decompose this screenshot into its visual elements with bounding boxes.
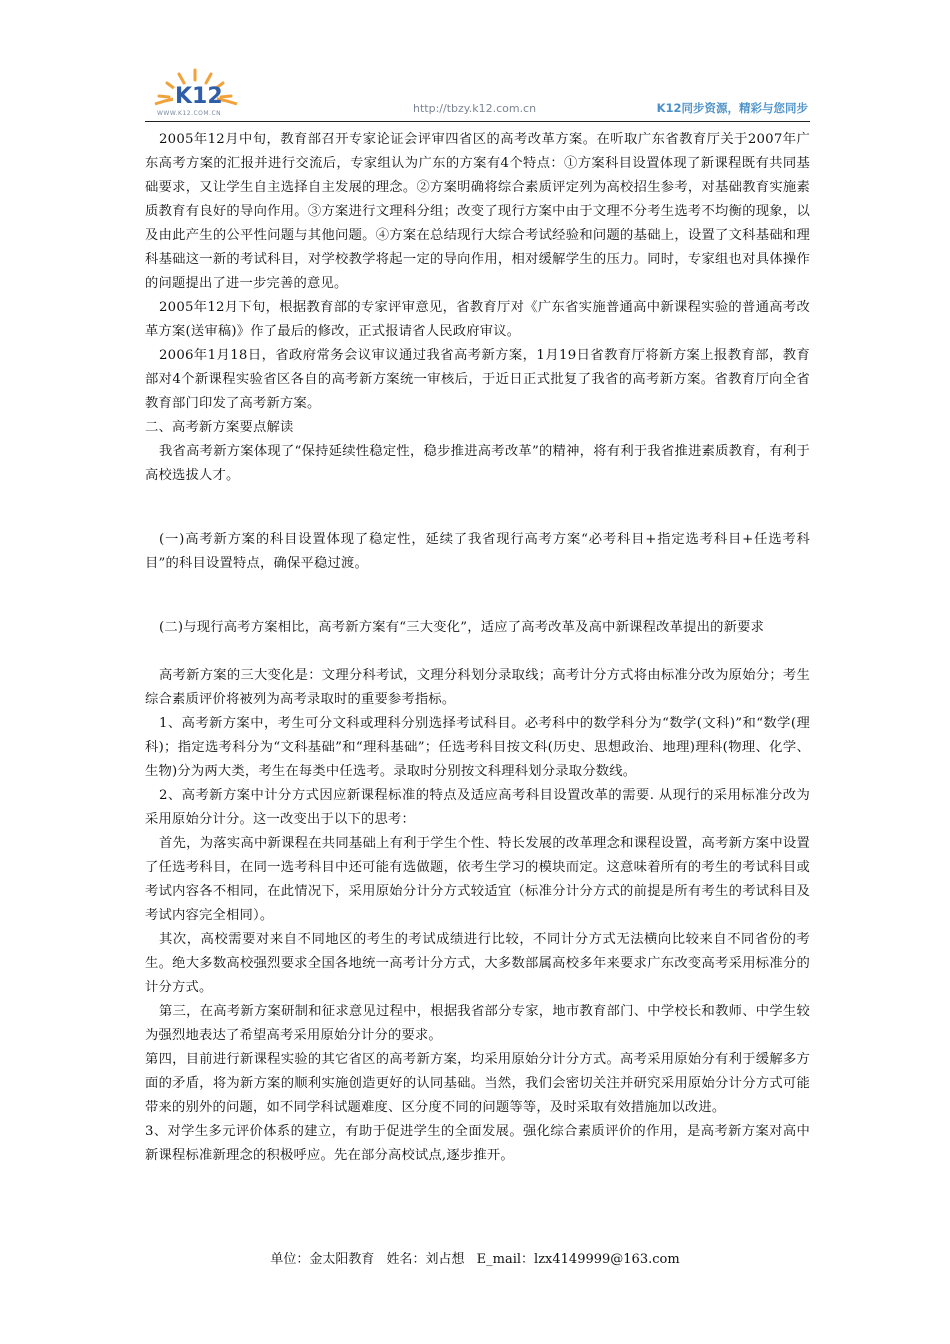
site-url[interactable]: http://tbzy.k12.com.cn: [413, 102, 537, 115]
paragraph: 第三，在高考新方案研制和征求意见过程中，根据我省部分专家，地市教育部门、中学校长和教师、中学生较为强烈地表达了希望高考采用原始分计分的要求。: [145, 1004, 810, 1043]
footer-name: 姓名：刘占想: [386, 1252, 465, 1267]
logo-text: K12: [175, 84, 223, 109]
paragraph: (一)高考新方案的科目设置体现了稳定性，延续了我省现行高考方案“必考科目+指定选考科目+任选考科目”的科目设置特点，确保平稳过渡。: [145, 532, 810, 571]
paragraph: 3、对学生多元评价体系的建立，有助于促进学生的全面发展。强化综合素质评价的作用，是高考新方案对高中新课程标准新理念的积极呼应。先在部分高校试点,逐步推开。: [145, 1124, 810, 1163]
paragraph: 2006年1月18日，省政府常务会议审议通过我省高考新方案，1月19日省教育厅将新方案上报教育部，教育部对4个新课程实验省区各自的高考新方案统一审核后，于近日正式批复了我省的高考新方案。省教育厅向全省教育部门印发了高考新方案。: [145, 348, 810, 411]
page-footer: [0, 1248, 950, 1267]
paragraph: 第四，目前进行新课程实验的其它省区的高考新方案，均采用原始分计分方式。高考采用原始分有利于缓解多方面的矛盾，将为新方案的顺利实施创造更好的认同基础。当然，我们会密切关注并研究采用原始分计分方式可能带来的别外的问题，如不同学科试题难度、区分度不同的问题等等，及时采取有效措施加以改进。: [145, 1052, 810, 1115]
paragraph: 其次，高校需要对来自不同地区的考生的考试成绩进行比较，不同计分方式无法横向比较来自不同省份的考生。绝大多数高校强烈要求全国各地统一高考计分方式，大多数部属高校多年来要求广东改变高考采用标准分的计分方式。: [145, 932, 810, 995]
section-heading: 二、高考新方案要点解读: [145, 420, 294, 435]
document-body: [145, 128, 810, 1168]
paragraph: 首先，为落实高中新课程在共同基础上有利于学生个性、特长发展的改革理念和课程设置，高考新方案中设置了任选考科目，在同一选考科目中还可能有选做题，依考生学习的模块而定。这意味着所有的考生的考试科目或考试内容各不相同，在此情况下，采用原始分计分方式较适宜（标准分计分方式的前提是所有考生的考试科目及考试内容完全相同）。: [145, 836, 810, 923]
paragraph: 2、高考新方案中计分方式因应新课程标准的特点及适应高考科目设置改革的需要. 从现行的采用标准分改为采用原始分计分。这一改变出于以下的思考：: [145, 788, 810, 827]
k12-logo: [145, 66, 245, 122]
page-header: [145, 66, 810, 122]
footer-unit: 单位：金太阳教育: [270, 1252, 375, 1267]
paragraph: 1、高考新方案中，考生可分文科或理科分别选择考试科目。必考科中的数学科分为“数学(文科)”和“数学(理科)；指定选考科分为“文科基础”和“理科基础”；任选考科目按文科(历史、思想政治、地理)理科(物理、化学、生物)分为两大类，考生在每类中任选考。录取时分别按文科理科划分录取分数线。: [145, 716, 810, 779]
logo-url: WWW.K12.COM.CN: [157, 110, 222, 117]
footer-email[interactable]: E_mail：lzx4149999@163.com: [476, 1252, 680, 1267]
paragraph: 高考新方案的三大变化是：文理分科考试，文理分科划分录取线；高考计分方式将由标准分改为原始分；考生综合素质评价将被列为高考录取时的重要参考指标。: [145, 668, 810, 707]
slogan: K12同步资源，精彩与您同步: [656, 101, 808, 115]
paragraph: 2005年12月下旬，根据教育部的专家评审意见，省教育厅对《广东省实施普通高中新课程实验的普通高考改革方案(送审稿)》作了最后的修改，正式报请省人民政府审议。: [145, 300, 810, 339]
paragraph: (二)与现行高考方案相比，高考新方案有“三大变化”，适应了高考改革及高中新课程改革提出的新要求: [159, 620, 765, 635]
paragraph: 我省高考新方案体现了“保持延续性稳定性，稳步推进高考改革”的精神，将有利于我省推进素质教育，有利于高校选拔人才。: [145, 444, 810, 483]
header-divider: [145, 121, 810, 122]
paragraph: 2005年12月中旬，教育部召开专家论证会评审四省区的高考改革方案。在听取广东省教育厅关于2007年广东高考方案的汇报并进行交流后，专家组认为广东的方案有4个特点：①方案科目设置体现了新课程既有共同基础要求，又让学生自主选择自主发展的理念。②方案明确将综合素质评定列为高校招生参考，对基础教育实施素质教育有良好的导向作用。③方案进行文理科分组；改变了现行方案中由于文理不分考生选考不均衡的现象，以及由此产生的公平性问题与其他问题。④方案在总结现行大综合考试经验和问题的基础上，设置了文科基础和理科基础这一新的考试科目，对学校教学将起一定的导向作用，相对缓解学生的压力。同时，专家组也对具体操作的问题提出了进一步完善的意见。: [145, 132, 810, 291]
